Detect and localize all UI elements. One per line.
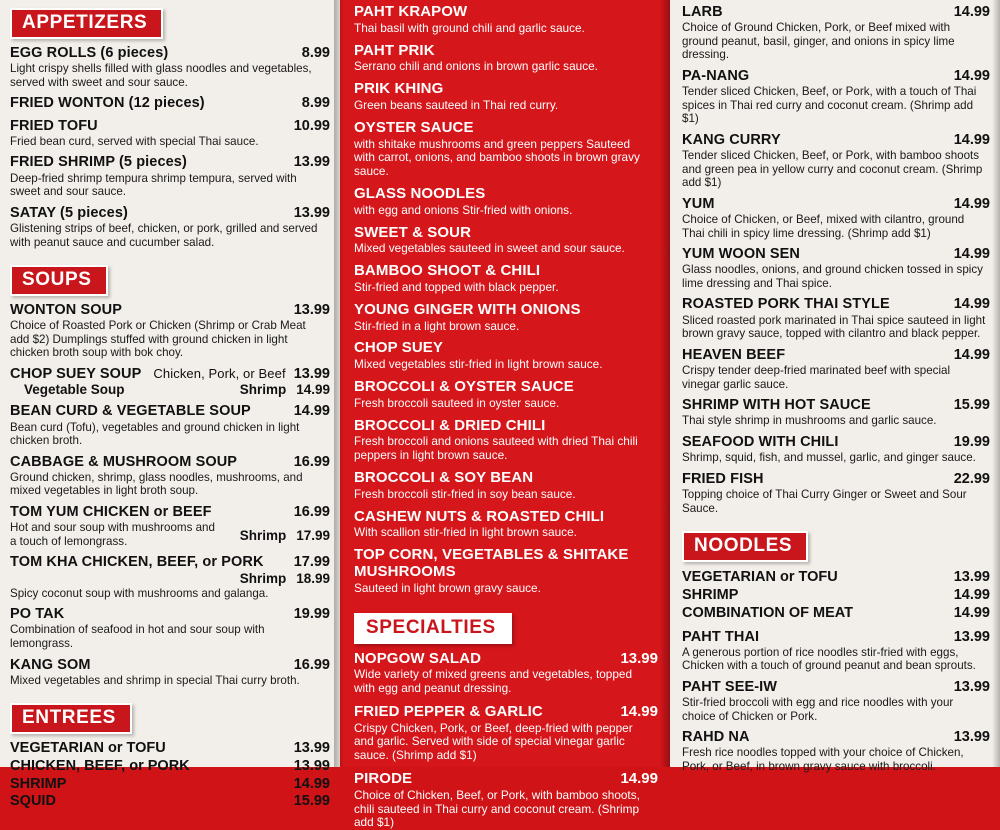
item-name: CASHEW NUTS & ROASTED CHILI [354,509,658,526]
item-name: CHOP SUEY SOUP [10,366,141,382]
item-price: 17.99 [294,554,330,570]
menu-item[interactable] [682,347,990,391]
item-name: SEAFOOD WITH CHILI [682,434,838,450]
item-name: OYSTER SAUCE [354,120,658,137]
item-sub-label: Shrimp [240,571,287,586]
soups-list [10,302,330,687]
item-price: 14.99 [294,776,330,794]
menu-item[interactable] [682,296,990,340]
table-row[interactable] [10,776,330,794]
table-row[interactable] [682,568,990,586]
item-description: Combination of seafood in hot and sour soup with lemongrass. [10,623,330,650]
section-header-soups: SOUPS [10,265,108,296]
item-description: Stir-fried broccoli with egg and rice noodles with your choice of Chicken or Pork. [682,696,990,723]
item-name: PRIK KHING [354,81,658,98]
middle-dish-list [354,4,658,596]
item-price: 19.99 [954,434,990,450]
item-description: Mixed vegetables and shrimp in special Thai curry broth. [10,674,330,688]
item-name: CHOP SUEY [354,340,658,357]
menu-item[interactable] [354,650,658,696]
item-description: Choice of Roasted Pork or Chicken (Shrimp or Crab Meat add $2) Dumplings stuffed with ground chicken in light chicken broth soup with bok choy. [10,319,330,360]
item-name: WONTON SOUP [10,302,122,318]
menu-item[interactable] [10,454,330,498]
menu-item[interactable] [354,4,658,36]
item-name: BEAN CURD & VEGETABLE SOUP [10,403,251,419]
item-price: 16.99 [294,504,330,520]
item-name: KANG CURRY [682,132,781,148]
menu-item[interactable] [354,225,658,257]
item-price: 13.99 [954,679,990,695]
item-description: Hot and sour soup with mushrooms and a touch of lemongrass. [10,521,225,548]
middle-panel [340,0,670,767]
item-name: VEGETARIAN or TOFU [682,568,838,586]
item-description: Stir-fried in a light brown sauce. [354,320,658,334]
item-description: Choice of Chicken, Beef, or Pork, with bamboo shoots, chili sauteed in Thai curry and coconut cream. (Shrimp add $1) [354,789,658,830]
section-header-noodles: NOODLES [682,531,808,562]
item-name: SQUID [10,793,56,811]
menu-item[interactable] [10,118,330,149]
item-description: Choice of Ground Chicken, Pork, or Beef mixed with ground peanut, basil, ginger, and onions in spicy lime dressing. [682,21,990,62]
item-description: Thai basil with ground chili and garlic sauce. [354,22,658,36]
item-price: 14.99 [954,586,990,604]
right-panel [670,0,1000,767]
item-name: SHRIMP WITH HOT SAUCE [682,397,871,413]
item-price: 8.99 [302,95,330,111]
item-price: 13.99 [954,568,990,586]
item-description: Sliced roasted pork marinated in Thai spice sauteed in light brown gravy sauce, topped with cilantro and black pepper. [682,314,990,341]
item-name: PAHT KRAPOW [354,4,658,21]
table-row[interactable] [10,740,330,758]
item-price: 14.99 [954,196,990,212]
item-description: Topping choice of Thai Curry Ginger or Sweet and Sour Sauce. [682,488,990,515]
item-name: VEGETARIAN or TOFU [10,740,166,758]
item-description: Tender sliced Chicken, Beef, or Pork, with bamboo shoots and green pea in yellow curry and coconut cream. (Shrimp add $1) [682,149,990,190]
item-price: 14.99 [954,604,990,622]
item-description: Choice of Chicken, or Beef, mixed with cilantro, ground Thai chili in spicy lime dressing. (Shrimp add $1) [682,213,990,240]
item-description: with egg and onions Stir-fried with onions. [354,204,658,218]
item-name: GLASS NOODLES [354,186,658,203]
item-description: Fresh broccoli sauteed in oyster sauce. [354,397,658,411]
menu-item[interactable] [10,403,330,447]
item-description: Mixed vegetables stir-fried in light brown sauce. [354,358,658,372]
menu-item[interactable] [354,470,658,502]
item-name: SATAY (5 pieces) [10,205,128,221]
item-price: 13.99 [294,366,330,382]
item-price: 14.99 [954,246,990,262]
appetizers-header-wrap [10,6,330,45]
item-name: COMBINATION OF MEAT [682,604,853,622]
item-price: 22.99 [954,471,990,487]
item-price: 13.99 [294,758,330,776]
item-price: 14.99 [954,296,990,312]
entrees-list [10,740,330,811]
item-price: 13.99 [954,729,990,745]
menu-item[interactable] [10,302,330,360]
item-price: 14.99 [954,68,990,84]
menu-item[interactable] [10,154,330,198]
menu-item[interactable] [10,45,330,89]
item-description: Fresh broccoli stir-fried in soy bean sauce. [354,488,658,502]
item-price: 13.99 [294,154,330,170]
item-name: FRIED WONTON (12 pieces) [10,95,205,111]
item-name: NOPGOW SALAD [354,651,481,668]
item-description: Ground chicken, shrimp, glass noodles, mushrooms, and mixed vegetables in light broth soup. [10,471,330,498]
item-price: 16.99 [294,454,330,470]
menu-item[interactable] [354,340,658,372]
section-header-entrees: ENTREES [10,703,132,734]
noodles-header-wrap [682,521,990,568]
noodles-list [682,629,990,774]
menu-item[interactable] [354,703,658,763]
item-price: 15.99 [294,793,330,811]
item-price: 13.99 [954,629,990,645]
noodles-price-table [682,568,990,622]
item-description: Fried bean curd, served with special Thai sauce. [10,135,330,149]
item-name: YOUNG GINGER WITH ONIONS [354,302,658,319]
item-name: BROCCOLI & DRIED CHILI [354,418,658,435]
item-price: 13.99 [294,740,330,758]
item-price: 14.99 [294,403,330,419]
item-description: Stir-fried and topped with black pepper. [354,281,658,295]
item-description: Thai style shrimp in mushrooms and garlic sauce. [682,414,990,428]
item-description: Mixed vegetables sauteed in sweet and sour sauce. [354,242,658,256]
section-header-specialties: SPECIALTIES [354,613,512,644]
item-description: Serrano chili and onions in brown garlic sauce. [354,60,658,74]
item-price: 16.99 [294,657,330,673]
menu-item[interactable] [682,196,990,240]
item-name: PIRODE [354,771,412,788]
item-description: Crispy tender deep-fried marinated beef with special vinegar garlic sauce. [682,364,990,391]
menu-item[interactable] [10,366,330,397]
menu-item[interactable] [682,629,990,673]
item-sub-price: 17.99 [296,528,330,543]
menu-item[interactable] [682,4,990,62]
menu-item[interactable] [354,770,658,830]
item-name: PO TAK [10,606,64,622]
menu-item[interactable] [682,132,990,190]
item-price: 14.99 [620,703,658,720]
item-description: A generous portion of rice noodles stir-fried with eggs, Chicken with a touch of ground peanut and bean sprouts. [682,646,990,673]
item-sub-label: Shrimp [240,528,287,543]
menu-item[interactable] [354,509,658,541]
item-price: 13.99 [620,650,658,667]
menu-item[interactable] [354,186,658,218]
item-price: 8.99 [302,45,330,61]
item-sub-label: Shrimp [240,382,287,397]
menu-item[interactable] [682,471,990,515]
item-description: Spicy coconut soup with mushrooms and galanga. [10,587,330,601]
item-name: TOM YUM CHICKEN or BEEF [10,504,212,520]
section-header-appetizers: APPETIZERS [10,8,163,39]
item-name: HEAVEN BEEF [682,347,785,363]
item-name: TOP CORN, VEGETABLES & SHITAKE MUSHROOMS [354,547,658,581]
item-name: PAHT PRIK [354,43,658,60]
item-description: With scallion stir-fried in light brown sauce. [354,526,658,540]
item-description: Sauteed in light brown gravy sauce. [354,582,658,596]
item-price: 13.99 [294,302,330,318]
item-description: Light crispy shells filled with glass noodles and vegetables, served with sweet and sour sauce. [10,62,330,89]
item-description: Bean curd (Tofu), vegetables and ground chicken in light chicken broth. [10,421,330,448]
item-name: FRIED TOFU [10,118,98,134]
item-name: CHICKEN, BEEF, or PORK [10,758,190,776]
item-price: 14.99 [620,770,658,787]
item-description: Fresh broccoli and onions sauteed with dried Thai chili peppers in light brown sauce. [354,435,658,463]
item-name: SWEET & SOUR [354,225,658,242]
table-row[interactable] [10,793,330,811]
menu-item[interactable] [10,95,330,111]
item-description: Shrimp, squid, fish, and mussel, garlic, and ginger sauce. [682,451,990,465]
item-name: ROASTED PORK THAI STYLE [682,296,890,312]
item-price: 14.99 [954,4,990,20]
item-price: 10.99 [294,118,330,134]
appetizers-list [10,45,330,249]
item-sub-price: 18.99 [296,571,330,586]
item-name: CABBAGE & MUSHROOM SOUP [10,454,237,470]
item-description: Glass noodles, onions, and ground chicken tossed in spicy lime dressing and Thai spice. [682,263,990,290]
menu-item[interactable] [354,263,658,295]
item-name: BAMBOO SHOOT & CHILI [354,263,658,280]
item-price: 15.99 [954,397,990,413]
table-row[interactable] [10,758,330,776]
item-name: YUM WOON SEN [682,246,800,262]
item-price: 19.99 [294,606,330,622]
menu-item[interactable] [682,434,990,465]
item-price: 14.99 [954,132,990,148]
specialties-header-wrap [354,603,658,650]
menu-item[interactable] [10,606,330,650]
page-edge-shadow [992,0,1000,767]
item-price: 13.99 [294,205,330,221]
item-name: YUM [682,196,715,212]
item-name: SHRIMP [10,776,66,794]
item-name: BROCCOLI & OYSTER SAUCE [354,379,658,396]
item-name: KANG SOM [10,657,91,673]
item-name: SHRIMP [682,586,738,604]
menu-item[interactable] [10,657,330,688]
item-description: Crispy Chicken, Pork, or Beef, deep-fried with pepper and garlic. Served with side of special vinegar garlic sauce. (Shrimp add $1) [354,722,658,763]
item-description: Tender sliced Chicken, Beef, or Pork, with a touch of Thai spices in Thai red curry and coconut cream. (Shrimp add $1) [682,85,990,126]
menu-item[interactable] [354,302,658,334]
menu-item[interactable] [354,43,658,75]
item-name: RAHD NA [682,729,750,745]
item-name: LARB [682,4,723,20]
menu-item[interactable] [354,379,658,411]
item-description: Green beans sauteed in Thai red curry. [354,99,658,113]
item-name: TOM KHA CHICKEN, BEEF, or PORK [10,554,264,570]
item-name: PAHT SEE-IW [682,679,777,695]
item-description: Deep-fried shrimp tempura shrimp tempura, served with sweet and sour sauce. [10,172,330,199]
entrees-header-wrap [10,693,330,740]
item-name: EGG ROLLS (6 pieces) [10,45,168,61]
soups-header-wrap [10,255,330,302]
menu-item[interactable] [354,81,658,113]
item-name: BROCCOLI & SOY BEAN [354,470,658,487]
right-specials-list [682,4,990,515]
item-variant-note: Chicken, Pork, or Beef [147,367,287,382]
item-description: with shitake mushrooms and green peppers Sauteed with carrot, onions, and bamboo shoots in brown gravy sauce. [354,138,658,179]
menu-item[interactable] [682,68,990,126]
left-panel [0,0,340,767]
item-name: PAHT THAI [682,629,759,645]
menu-item[interactable] [10,504,330,548]
item-description: Glistening strips of beef, chicken, or pork, grilled and served with peanut sauce and cucumber salad. [10,222,330,249]
item-name: FRIED FISH [682,471,764,487]
table-row[interactable] [682,604,990,622]
menu-item[interactable] [682,397,990,428]
item-name: FRIED SHRIMP (5 pieces) [10,154,187,170]
menu-item[interactable] [354,120,658,179]
menu-item[interactable] [354,418,658,463]
menu-item[interactable] [10,205,330,249]
table-row[interactable] [682,586,990,604]
menu-item[interactable] [10,554,330,600]
item-description: Wide variety of mixed greens and vegetables, topped with egg and peanut dressing. [354,668,658,696]
specialties-list [354,650,658,830]
item-sub-price: 14.99 [296,382,330,397]
menu-item[interactable] [682,729,990,773]
menu-item[interactable] [682,246,990,290]
item-name-line2: Vegetable Soup [10,382,125,397]
menu-item[interactable] [682,679,990,723]
item-name: FRIED PEPPER & GARLIC [354,704,543,721]
menu-item[interactable] [354,547,658,595]
item-description: Fresh rice noodles topped with your choice of Chicken, Pork, or Beef, in brown gravy sauce with broccoli. [682,746,990,773]
item-price: 14.99 [954,347,990,363]
item-name: PA-NANG [682,68,749,84]
